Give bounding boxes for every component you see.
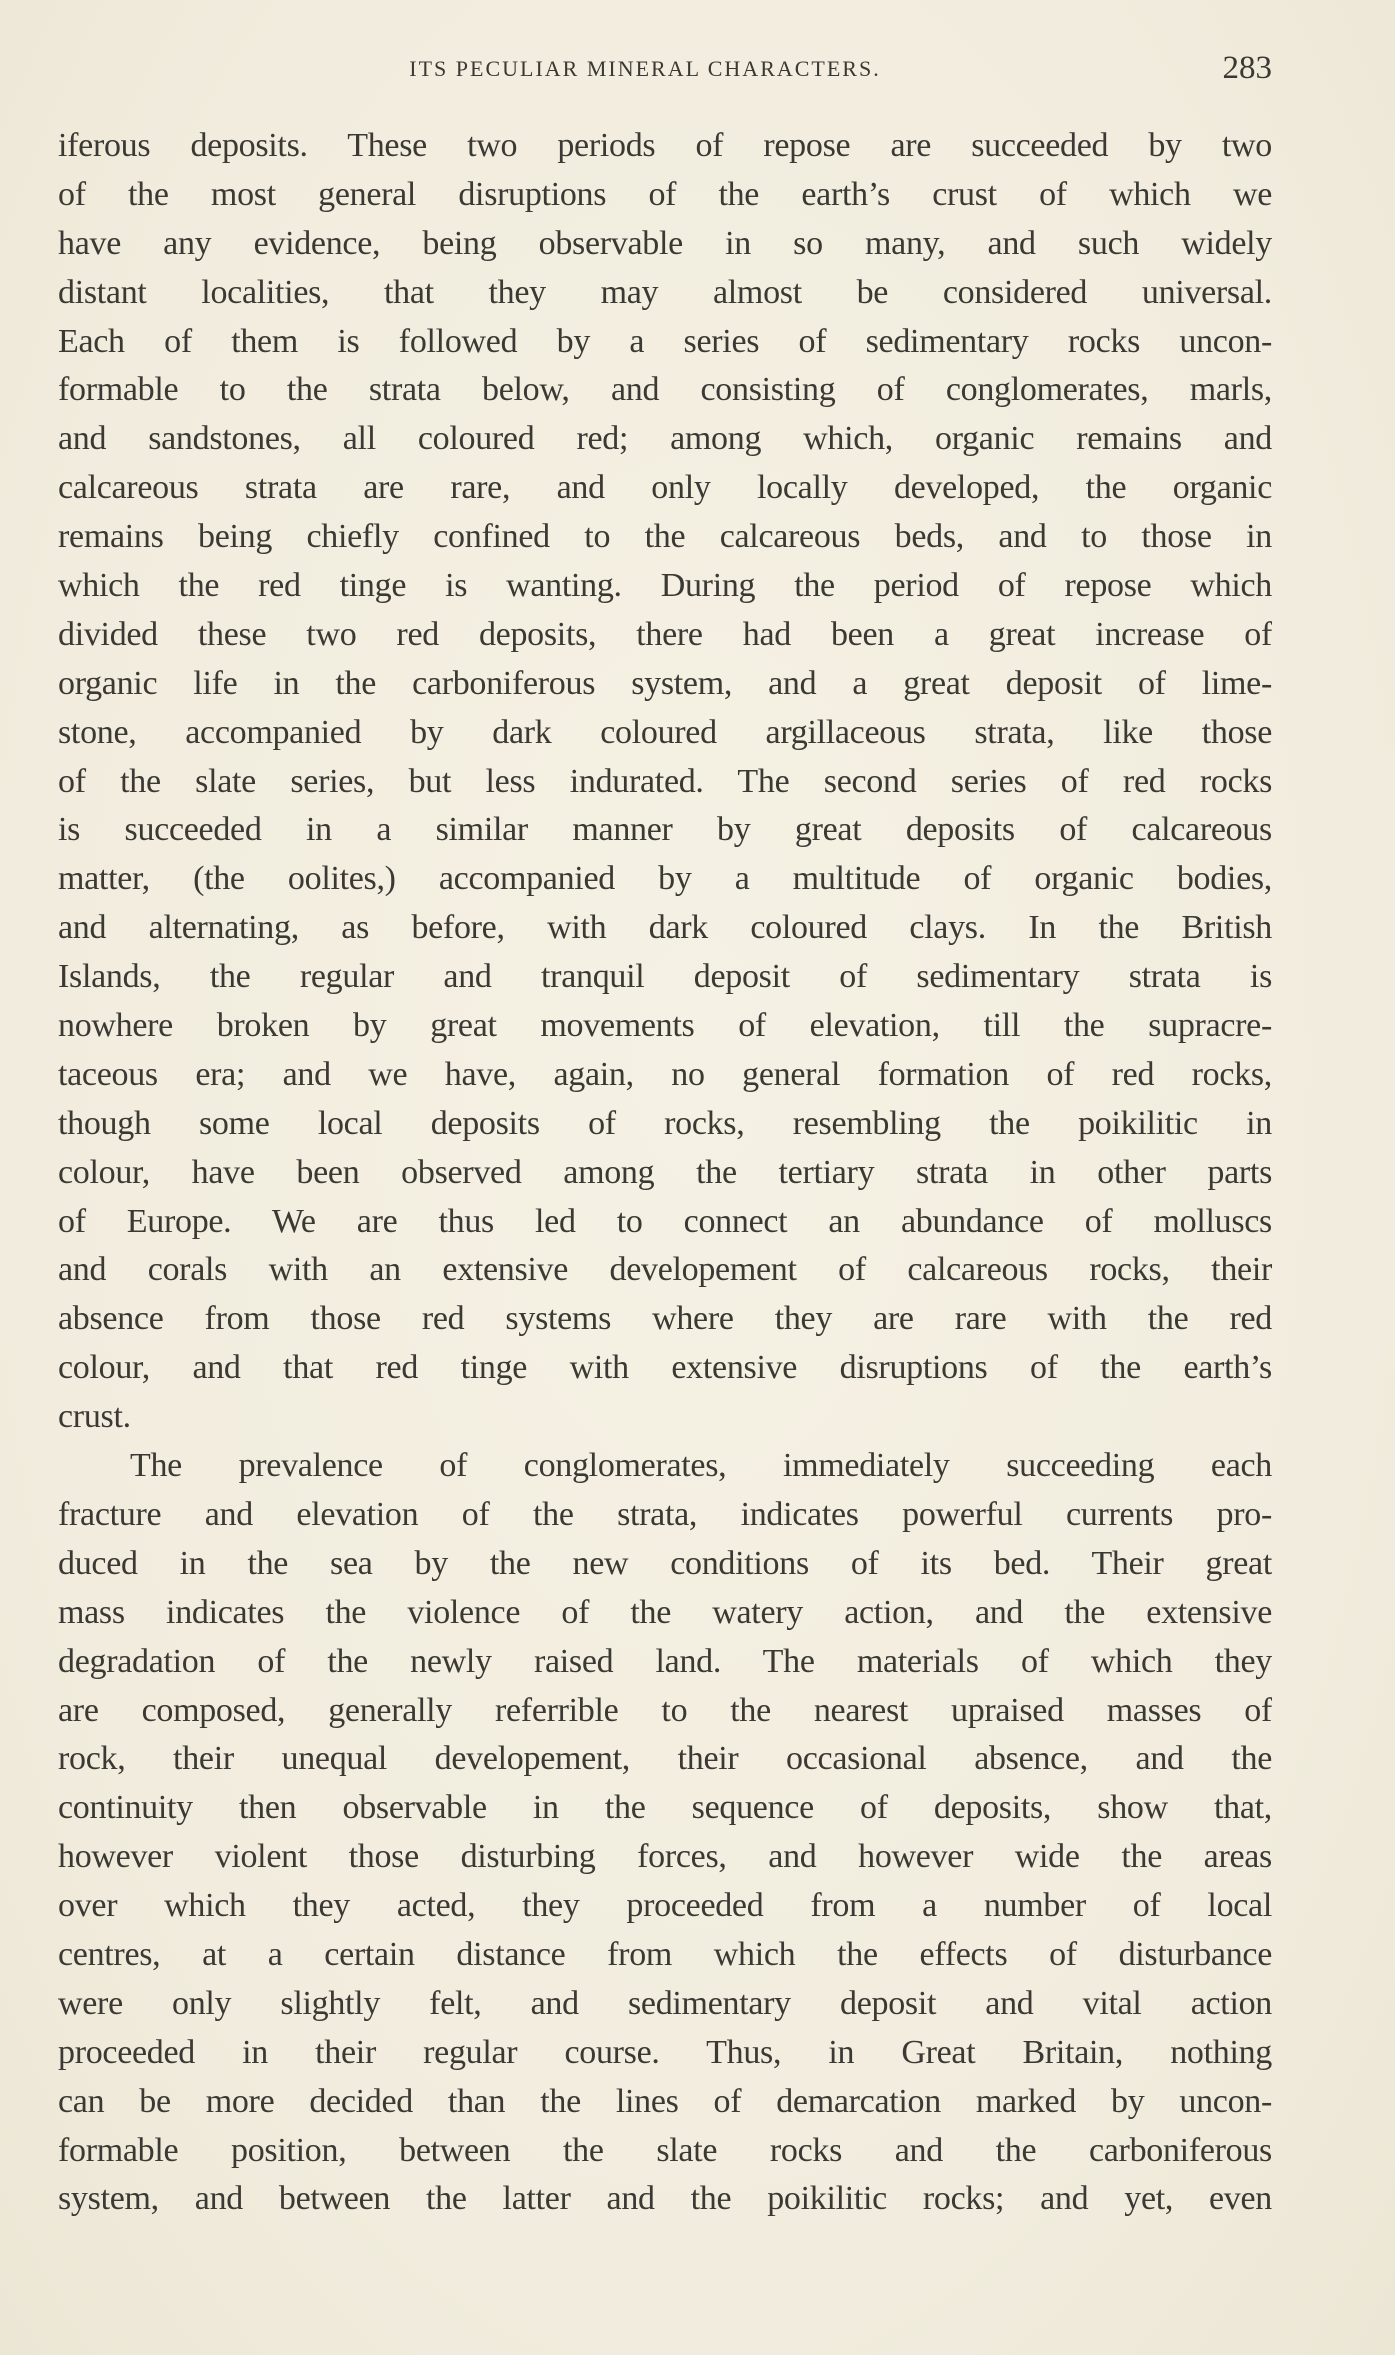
body-text	[58, 122, 1272, 2224]
text-line: matter, (the oolites,) accompanied by a multitude of organic bodies,	[58, 860, 1272, 898]
text-line: Islands, the regular and tranquil deposit of sedimentary strata is	[58, 958, 1272, 996]
text-line: were only slightly felt, and sedimentary deposit and vital action	[58, 1984, 1272, 2022]
text-line: iferous deposits. These two periods of repose are succeeded by two	[58, 127, 1272, 164]
paragraph-2	[58, 1442, 1272, 2224]
text-line: nowhere broken by great movements of elevation, till the supracre-	[58, 1007, 1272, 1045]
text-line: can be more decided than the lines of demarcation marked by uncon-	[58, 2082, 1272, 2120]
text-line: have any evidence, being observable in so many, and such widely	[58, 224, 1272, 262]
text-line: calcareous strata are rare, and only locally developed, the organic	[58, 469, 1272, 507]
text-line: duced in the sea by the new conditions of its bed. Their great	[58, 1544, 1272, 1582]
text-line: of the slate series, but less indurated. The second series of red rocks	[58, 762, 1272, 800]
text-line: crust.	[58, 1398, 131, 1436]
text-line: colour, have been observed among the tertiary strata in other parts	[58, 1153, 1272, 1191]
text-line: The prevalence of conglomerates, immediately succeeding each	[130, 1447, 1272, 1485]
text-line: over which they acted, they proceeded from a number of local	[58, 1887, 1272, 1925]
text-line: however violent those disturbing forces, and however wide the areas	[58, 1838, 1272, 1876]
text-line: of the most general disruptions of the earth’s crust of which we	[58, 175, 1272, 213]
text-line: of Europe. We are thus led to connect an abundance of molluscs	[58, 1202, 1272, 1240]
running-title: ITS PECULIAR MINERAL CHARACTERS.	[409, 56, 881, 81]
text-line: is succeeded in a similar manner by great deposits of calcareous	[58, 811, 1272, 849]
text-line: remains being chiefly confined to the calcareous beds, and to those in	[58, 518, 1272, 556]
text-line: centres, at a certain distance from which the effects of disturbance	[58, 1935, 1272, 1973]
text-line: and corals with an extensive developement of calcareous rocks, their	[58, 1251, 1272, 1289]
text-line: and alternating, as before, with dark coloured clays. In the British	[58, 909, 1272, 947]
text-line: organic life in the carboniferous system, and a great deposit of lime-	[58, 664, 1272, 702]
text-line: distant localities, that they may almost be considered universal.	[58, 273, 1272, 311]
text-line: mass indicates the violence of the watery action, and the extensive	[58, 1593, 1272, 1631]
text-line: colour, and that red tinge with extensive disruptions of the earth’s	[58, 1349, 1272, 1387]
text-line: stone, accompanied by dark coloured argillaceous strata, like those	[58, 713, 1272, 751]
text-line: taceous era; and we have, again, no general formation of red rocks,	[58, 1055, 1272, 1093]
text-line: Each of them is followed by a series of sedimentary rocks uncon-	[58, 322, 1272, 360]
text-line: and sandstones, all coloured red; among which, organic remains and	[58, 420, 1272, 458]
page-number: 283	[1222, 50, 1272, 86]
text-line: divided these two red deposits, there had been a great increase of	[58, 615, 1272, 653]
text-line: degradation of the newly raised land. The materials of which they	[58, 1642, 1272, 1680]
text-line: formable position, between the slate rocks and the carboniferous	[58, 2131, 1272, 2169]
text-line: though some local deposits of rocks, resembling the poikilitic in	[58, 1104, 1272, 1142]
text-line: proceeded in their regular course. Thus, in Great Britain, nothing	[58, 2033, 1272, 2071]
text-line: rock, their unequal developement, their occasional absence, and the	[58, 1740, 1272, 1778]
text-line: system, and between the latter and the poikilitic rocks; and yet, even	[58, 2180, 1272, 2218]
running-head	[58, 50, 1272, 90]
text-line: fracture and elevation of the strata, indicates powerful currents pro-	[58, 1495, 1272, 1533]
text-line: formable to the strata below, and consisting of conglomerates, marls,	[58, 371, 1272, 409]
text-line: which the red tinge is wanting. During the period of repose which	[58, 567, 1272, 605]
text-line: are composed, generally referrible to the nearest upraised masses of	[58, 1691, 1272, 1729]
paragraph-1	[58, 122, 1272, 1442]
text-line: continuity then observable in the sequence of deposits, show that,	[58, 1789, 1272, 1827]
text-line: absence from those red systems where they are rare with the red	[58, 1300, 1272, 1338]
